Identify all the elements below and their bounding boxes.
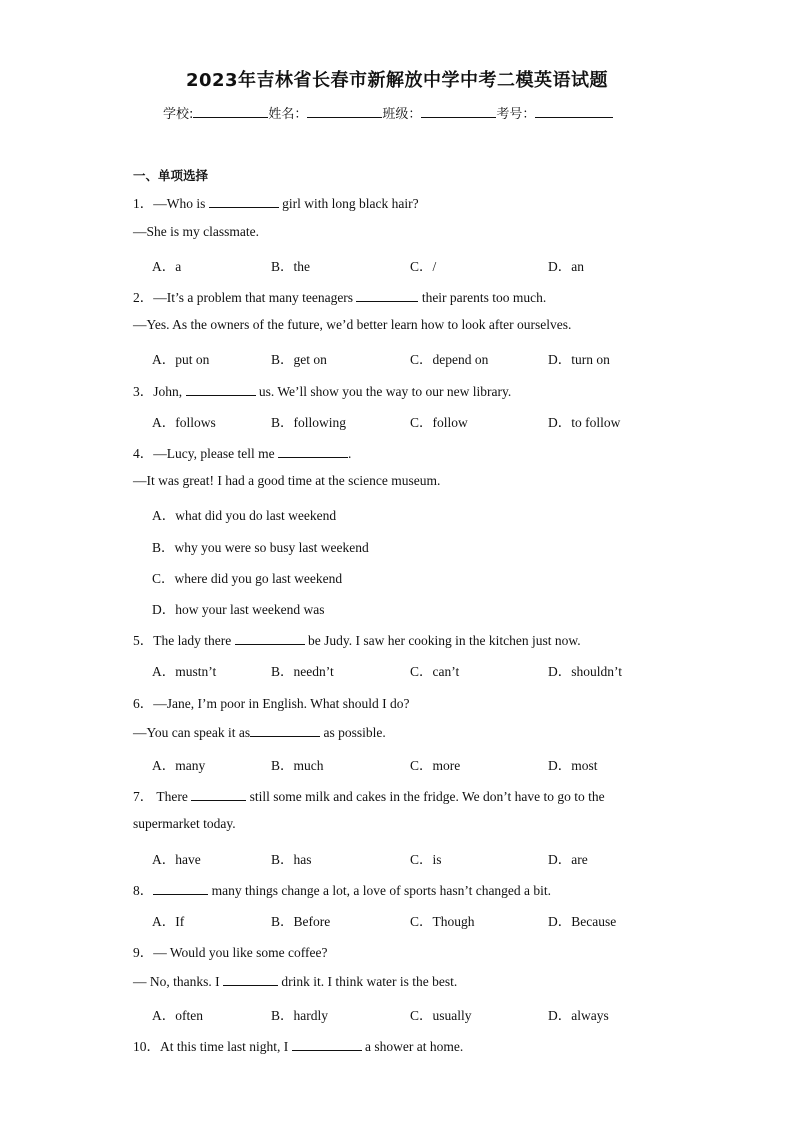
answer-blank xyxy=(186,382,256,396)
option-b[interactable]: B．needn’t xyxy=(271,664,334,679)
option-d[interactable]: D．how your last weekend was xyxy=(152,602,325,617)
option-c[interactable]: C．usually xyxy=(410,1008,472,1023)
option-a[interactable]: A．often xyxy=(152,1008,203,1023)
answer-blank xyxy=(209,194,279,208)
option-d[interactable]: D．always xyxy=(548,1008,609,1023)
option-b[interactable]: B．why you were so busy last weekend xyxy=(152,540,369,555)
question-2: 2．—It’s a problem that many teenagers their parents too much. xyxy=(133,290,547,305)
question-7: 7． There still some milk and cakes in the fridge. We don’t have to go to the xyxy=(133,789,605,804)
question-1: 1．—Who is girl with long black hair? xyxy=(133,196,419,211)
school-field[interactable] xyxy=(193,103,268,118)
option-d[interactable]: D．are xyxy=(548,852,588,867)
option-c[interactable]: C．follow xyxy=(410,415,468,430)
question-10: 10．At this time last night, I a shower at home. xyxy=(133,1039,464,1054)
question-4: 4．—Lucy, please tell me . xyxy=(133,446,352,461)
question-6: 6．—Jane, I’m poor in English. What should I do? xyxy=(133,696,410,711)
question-9-response: — No, thanks. I drink it. I think water is the best. xyxy=(133,974,458,989)
name-label: 姓名： xyxy=(268,107,308,122)
answer-blank xyxy=(223,972,278,986)
option-b[interactable]: B．Before xyxy=(271,914,331,929)
option-a[interactable]: A．have xyxy=(152,852,201,867)
answer-blank xyxy=(292,1037,362,1051)
option-b[interactable]: B．following xyxy=(271,415,347,430)
class-label: 班级： xyxy=(382,107,422,122)
option-b[interactable]: B．has xyxy=(271,852,312,867)
option-c[interactable]: C．Though xyxy=(410,914,475,929)
option-c[interactable]: C．where did you go last weekend xyxy=(152,571,343,586)
option-a[interactable]: A．mustn’t xyxy=(152,664,217,679)
option-a[interactable]: A．If xyxy=(152,914,185,929)
page-title: 2023年吉林省长春市新解放中学中考二模英语试题 xyxy=(185,70,609,91)
question-2-response: —Yes. As the owners of the future, we’d better learn how to look after ourselves. xyxy=(133,317,572,332)
option-c[interactable]: C．can’t xyxy=(410,664,460,679)
option-b[interactable]: B．the xyxy=(271,259,310,274)
option-c[interactable]: C．is xyxy=(410,852,442,867)
answer-blank xyxy=(153,881,208,895)
question-1-response: —She is my classmate. xyxy=(133,224,259,239)
option-b[interactable]: B．hardly xyxy=(271,1008,328,1023)
question-6-response: —You can speak it as as possible. xyxy=(133,725,386,740)
option-d[interactable]: D．most xyxy=(548,758,598,773)
option-d[interactable]: D．to follow xyxy=(548,415,621,430)
question-7-continued: supermarket today. xyxy=(133,816,236,831)
class-field[interactable] xyxy=(421,103,496,118)
student-info xyxy=(163,103,613,122)
option-b[interactable]: B．much xyxy=(271,758,324,773)
option-b[interactable]: B．get on xyxy=(271,352,327,367)
option-c[interactable]: C．/ xyxy=(410,259,437,274)
question-3: 3．John, us. We’ll show you the way to our new library. xyxy=(133,384,512,399)
answer-blank xyxy=(235,631,305,645)
option-c[interactable]: C．depend on xyxy=(410,352,489,367)
answer-blank xyxy=(191,787,246,801)
option-d[interactable]: D．turn on xyxy=(548,352,610,367)
option-a[interactable]: A．a xyxy=(152,259,182,274)
answer-blank xyxy=(278,444,348,458)
question-9: 9．— Would you like some coffee? xyxy=(133,945,328,960)
number-field[interactable] xyxy=(535,103,613,118)
answer-blank xyxy=(250,723,320,737)
school-label: 学校: xyxy=(163,107,194,122)
option-d[interactable]: D．an xyxy=(548,259,584,274)
option-a[interactable]: A．put on xyxy=(152,352,210,367)
name-field[interactable] xyxy=(307,103,382,118)
option-a[interactable]: A．follows xyxy=(152,415,216,430)
question-8: 8． many things change a lot, a love of sports hasn’t changed a bit. xyxy=(133,883,552,898)
answer-blank xyxy=(356,288,418,302)
question-4-response: —It was great! I had a good time at the science museum. xyxy=(133,473,441,488)
option-a[interactable]: A．what did you do last weekend xyxy=(152,508,337,523)
option-a[interactable]: A．many xyxy=(152,758,206,773)
section-heading: 一、单项选择 xyxy=(133,168,209,183)
question-5: 5．The lady there be Judy. I saw her cooking in the kitchen just now. xyxy=(133,633,581,648)
option-d[interactable]: D．Because xyxy=(548,914,617,929)
option-d[interactable]: D．shouldn’t xyxy=(548,664,623,679)
option-c[interactable]: C．more xyxy=(410,758,461,773)
number-label: 考号： xyxy=(496,107,536,122)
